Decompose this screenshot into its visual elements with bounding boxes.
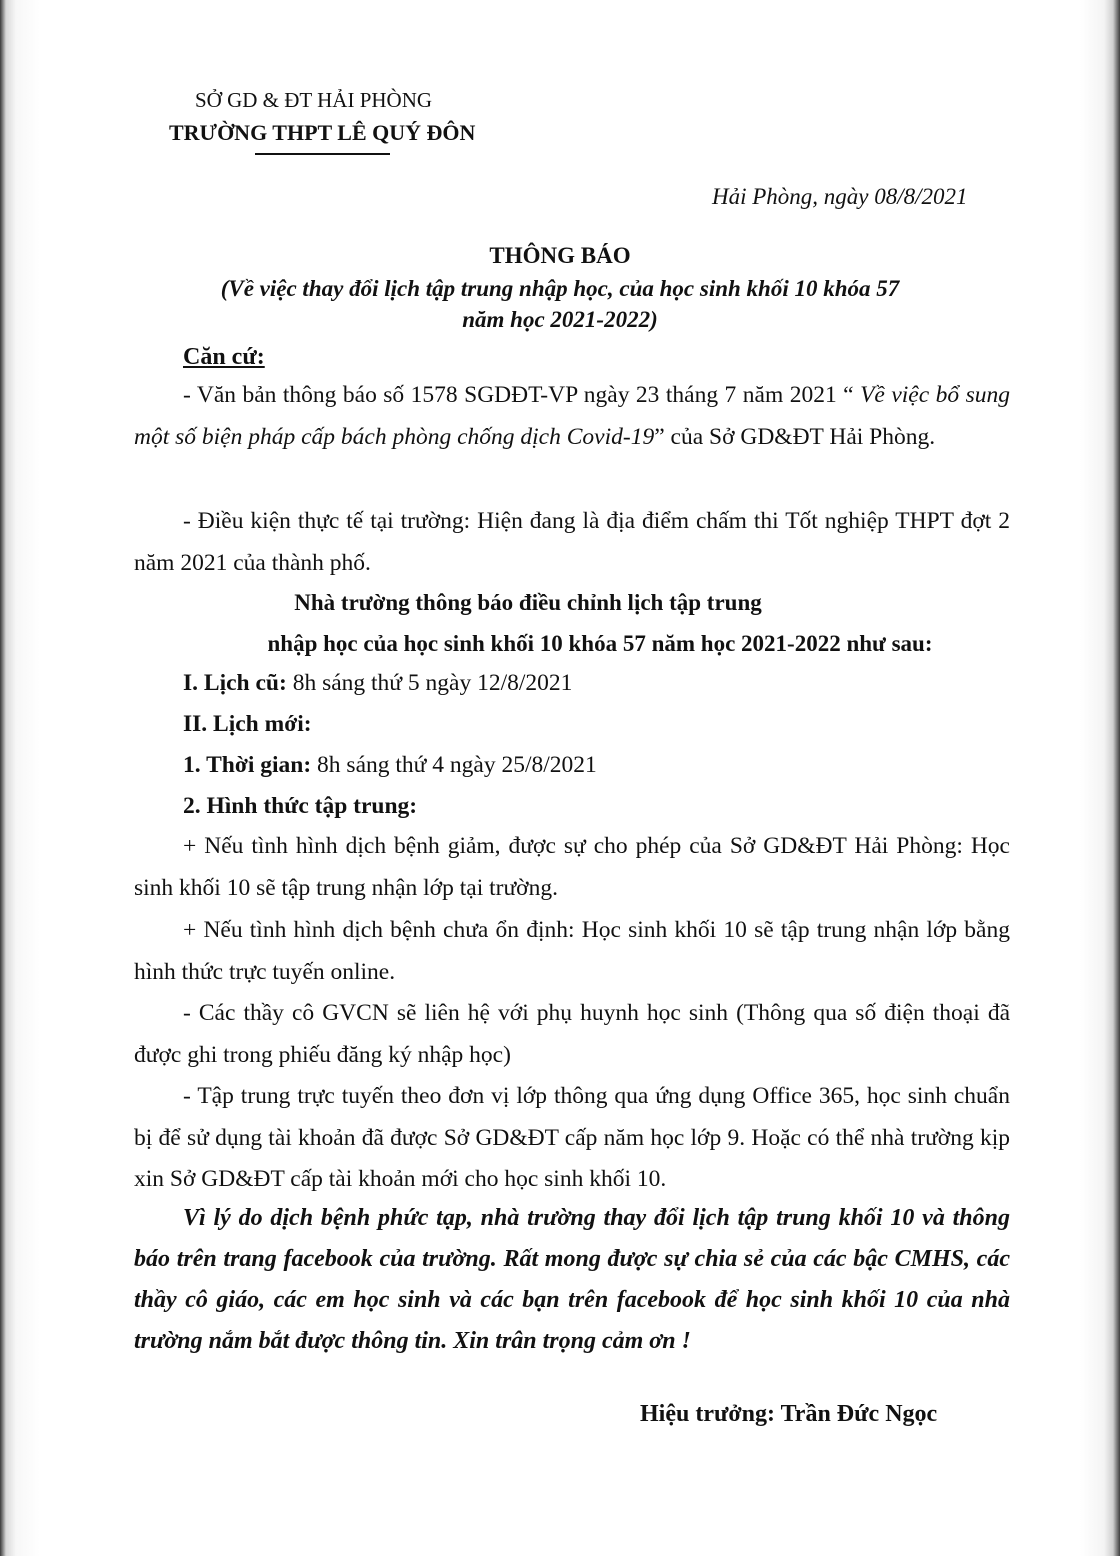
basis-item-1-prefix: - Văn bản thông báo số 1578 SGDĐT-VP ngày 23 tháng 7 năm 2021 “ <box>183 382 861 408</box>
basis-item-1-suffix: ” của Sở GD&ĐT Hải Phòng. <box>654 423 936 450</box>
old-schedule-label: I. Lịch cũ: <box>183 670 287 696</box>
gathering-form-heading: 2. Hình thức tập trung: <box>183 793 418 819</box>
department-name: SỞ GD & ĐT HẢI PHÒNG <box>195 88 433 112</box>
gathering-form-item-4: - Tập trung trực tuyến theo đơn vị lớp thông qua ứng dụng Office 365, học sinh chuẩn bị để sử dụng tài khoản đã được Sở GD&ĐT cấp năm học lớp 9. Hoặc có thể nhà trường kịp xin Sở GD&ĐT cấp tài khoản mới cho học sinh khối 10. <box>134 1083 1010 1192</box>
closing-paragraph: Vì lý do dịch bệnh phức tạp, nhà trường thay đổi lịch tập trung khối 10 và thông báo trên trang facebook của trường. Rất mong được sự chia sẻ của các bậc CMHS, các thầy cô giáo, các em học sinh và các bạn trên facebook để học sinh khối 10 của nhà trường nắm bắt được thông tin. Xin trân trọng cảm ơn ! <box>134 1205 1010 1354</box>
new-schedule-time <box>183 752 597 779</box>
basis-item-1 <box>134 375 1010 458</box>
date-line: Hải Phòng, ngày 08/8/2021 <box>712 184 968 209</box>
gathering-form-item-1: + Nếu tình hình dịch bệnh giảm, được sự cho phép của Sở GD&ĐT Hải Phòng: Học sinh khối 10 sẽ tập trung nhận lớp tại trường. <box>134 833 1010 901</box>
document-title: THÔNG BÁO <box>489 243 631 268</box>
time-value: 8h sáng thứ 4 ngày 25/8/2021 <box>311 752 597 778</box>
announcement-line-2: nhập học của học sinh khối 10 khóa 57 năm học 2021-2022 như sau: <box>267 631 933 656</box>
gathering-form-item-3: - Các thầy cô GVCN sẽ liên hệ với phụ huynh học sinh (Thông qua số điện thoại đã được ghi trong phiếu đăng ký nhập học) <box>134 1000 1010 1068</box>
header-underline <box>255 153 390 155</box>
basis-item-2: - Điều kiện thực tế tại trường: Hiện đang là địa điểm chấm thi Tốt nghiệp THPT đợt 2 năm 2021 của thành phố. <box>134 508 1010 576</box>
new-schedule-heading: II. Lịch mới: <box>183 711 312 737</box>
document-subtitle-line-1: (Về việc thay đổi lịch tập trung nhập học, của học sinh khối 10 khóa 57 <box>220 276 900 301</box>
old-schedule-value: 8h sáng thứ 5 ngày 12/8/2021 <box>286 670 573 696</box>
school-name: TRƯỜNG THPT LÊ QUÝ ĐÔN <box>169 120 476 145</box>
document-subtitle-line-2: năm học 2021-2022) <box>462 307 658 332</box>
basis-heading: Căn cứ: <box>183 344 265 370</box>
basis-item-1-document-title: Về việc bổ sung một số biện pháp cấp bách phòng chống dịch Covid-19 <box>134 382 1010 450</box>
old-schedule <box>183 670 572 697</box>
gathering-form-item-2: + Nếu tình hình dịch bệnh chưa ổn định: Học sinh khối 10 sẽ tập trung nhận lớp bằng hình thức trực tuyến online. <box>134 917 1010 985</box>
principal-signature: Hiệu trưởng: Trần Đức Ngọc <box>640 1401 938 1427</box>
announcement-line-1: Nhà trường thông báo điều chỉnh lịch tập trung <box>294 590 762 615</box>
time-label: 1. Thời gian: <box>183 752 312 778</box>
